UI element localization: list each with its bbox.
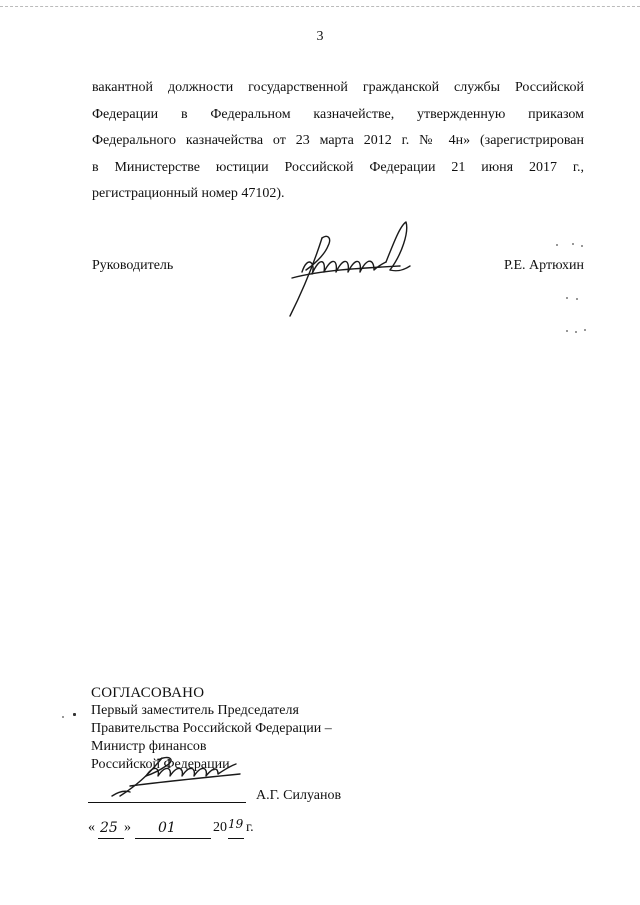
scan-speck	[572, 243, 574, 245]
page-number: 3	[316, 29, 324, 44]
body-line: вакантной должности государственной гражданской службы Российской	[92, 80, 584, 95]
date-day: 25	[100, 820, 118, 836]
date-open-quote: «	[88, 820, 95, 835]
date-year-underline	[228, 838, 244, 839]
date-day-underline	[98, 838, 124, 839]
scan-speck	[566, 297, 568, 299]
signer-role: Руководитель	[92, 258, 174, 273]
date-year-unit: г.	[246, 820, 254, 835]
date-month-underline	[135, 838, 211, 839]
top-divider	[0, 6, 640, 7]
scan-speck	[556, 244, 558, 246]
date-close-quote: »	[124, 820, 131, 835]
body-line: регистрационный номер 47102).	[92, 186, 285, 201]
approval-heading: СОГЛАСОВАНО	[91, 685, 205, 701]
date-year-prefix: 20	[213, 820, 227, 835]
date-year-suffix: 19	[228, 817, 244, 831]
approval-position-line: Первый заместитель Председателя	[91, 703, 299, 718]
approval-position-line: Правительства Российской Федерации –	[91, 721, 332, 736]
scan-speck	[584, 329, 586, 331]
scan-speck	[73, 713, 76, 716]
approval-position-line: Министр финансов	[91, 739, 207, 754]
scan-speck	[581, 245, 583, 247]
body-paragraph	[92, 75, 584, 208]
body-line: в Министерстве юстиции Российской Федерации 21 июня 2017 г.,	[92, 159, 584, 175]
approval-position-line: Российской Федерации	[91, 757, 230, 772]
signer-name: Р.Е. Артюхин	[503, 258, 584, 273]
scan-speck	[575, 331, 577, 333]
minister-signature-line	[88, 802, 246, 803]
head-signature	[282, 220, 412, 320]
scan-speck	[566, 330, 568, 332]
scan-speck	[576, 298, 578, 300]
body-line: Федерального казначейства от 23 марта 2012 г. № 4н» (зарегистрирован	[92, 133, 584, 148]
minister-name: А.Г. Силуанов	[256, 788, 342, 803]
minister-signature	[100, 752, 250, 800]
date-month: 01	[158, 820, 176, 836]
scan-speck	[62, 716, 64, 718]
body-line: Федерации в Федеральном казначействе, утвержденную приказом	[92, 106, 584, 122]
